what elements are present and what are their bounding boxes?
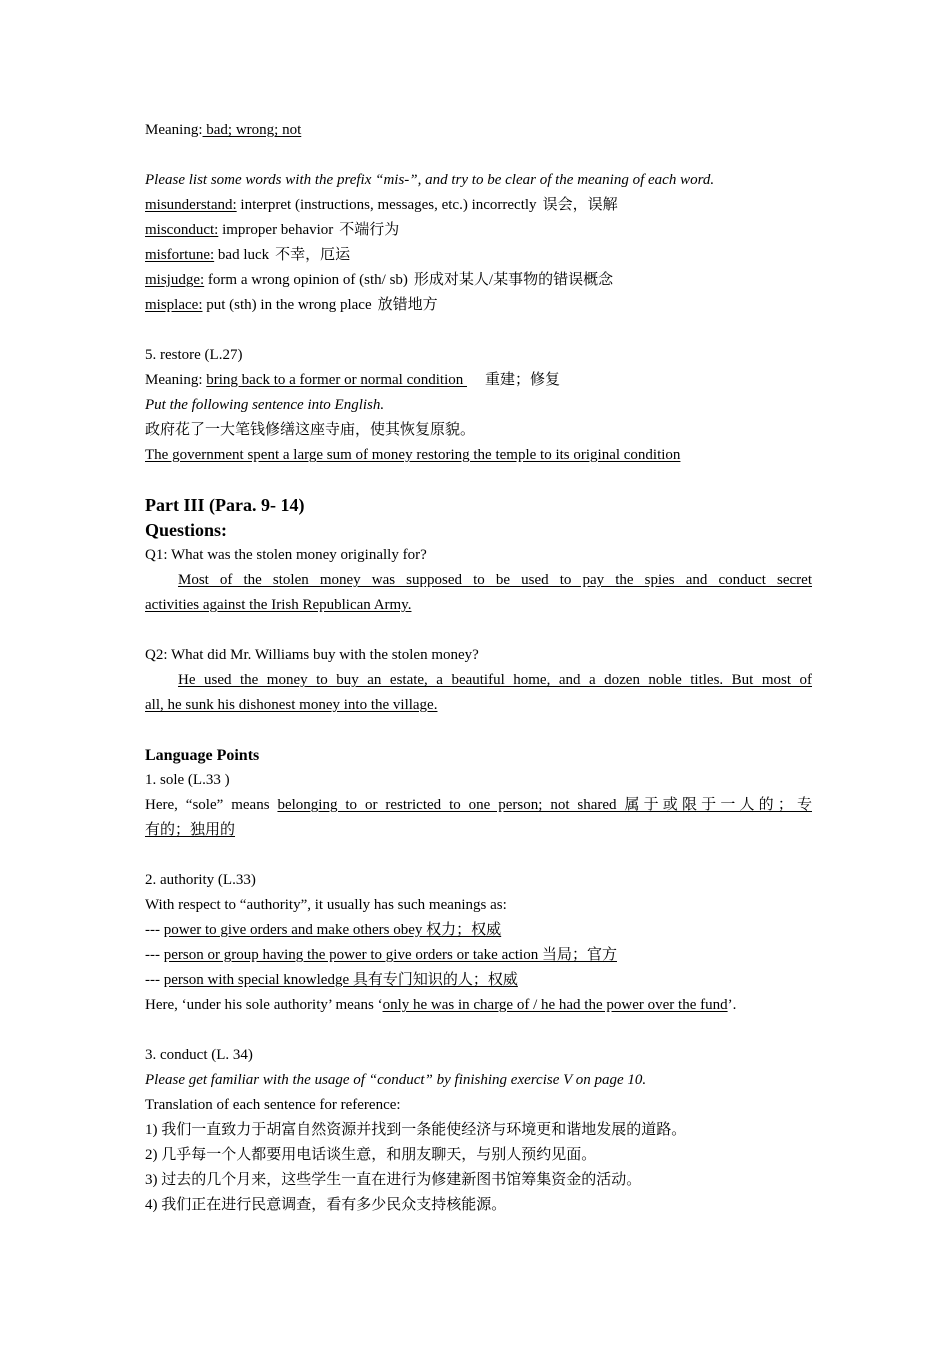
authority-meaning-text: power to give orders and make others obey 权力；权威: [163, 922, 502, 938]
mis-word-term: misjudge:: [145, 272, 205, 288]
restore-meaning-zh: 重建；修复: [485, 372, 561, 388]
mis-word-def: put (sth) in the wrong place: [202, 297, 372, 313]
mis-word-zh: 误会，误解: [542, 197, 618, 213]
authority-title: 2. authority (L.33): [145, 872, 256, 888]
mis-meaning-line: [145, 118, 812, 143]
meaning-label: Meaning:: [145, 122, 203, 138]
answer-2-line: [145, 668, 812, 693]
mis-word-def: bad luck: [214, 247, 270, 263]
restore-title: 5. restore (L.27): [145, 347, 243, 363]
restore-meaning-value: bring back to a former or normal condition: [206, 372, 468, 388]
authority-meaning-text: person or group having the power to give orders or take action 当局；官方: [163, 947, 617, 963]
conduct-sentence: 1) 我们一直致力于胡富自然资源并找到一条能使经济与环境更和谐地发展的道路。: [145, 1122, 687, 1138]
restore-zh-sentence: 政府花了一大笔钱修缮这座寺庙，使其恢复原貌。: [145, 422, 476, 438]
conduct-title: 3. conduct (L. 34): [145, 1047, 253, 1063]
language-points-heading: Language Points: [145, 747, 260, 764]
mis-word-row: [145, 293, 812, 318]
authority-here-suffix: ’.: [727, 997, 737, 1013]
conduct-sentence: 4) 我们正在进行民意调查，看有多少民众支持核能源。: [145, 1197, 507, 1213]
question-2: Q2: What did Mr. Williams buy with the stolen money?: [145, 647, 479, 663]
dash: ---: [145, 922, 164, 938]
restore-en-sentence: The government spent a large sum of money restoring the temple to its original condition: [145, 447, 681, 463]
conduct-instruction: Please get familiar with the usage of “conduct” by finishing exercise V on page 10.: [145, 1072, 647, 1088]
sole-title: 1. sole (L.33 ): [145, 772, 230, 788]
conduct-sentence: 2) 几乎每一个人都要用电话谈生意，和朋友聊天，与别人预约见面。: [145, 1147, 597, 1163]
mis-word-def: improper behavior: [218, 222, 334, 238]
dash: ---: [145, 972, 164, 988]
mis-word-row: [145, 243, 812, 268]
mis-word-zh: 形成对某人/某事物的错误概念: [413, 272, 614, 288]
mis-word-def: form a wrong opinion of (sth/ sb): [204, 272, 408, 288]
answer-2-text: He used the money to buy an estate, a beautiful home, and a dozen noble titles. But most of: [178, 672, 812, 688]
authority-here-value: only he was in charge of / he had the power over the fund: [382, 997, 728, 1013]
authority-here-prefix: Here, ‘under his sole authority’ means ‘: [145, 997, 383, 1013]
answer-1-text: Most of the stolen money was supposed to be used to pay the spies and conduct secret: [178, 572, 812, 588]
mis-word-row: [145, 218, 812, 243]
questions-label: Questions:: [145, 520, 228, 540]
authority-meaning: [145, 918, 812, 943]
mis-word-term: misconduct:: [145, 222, 219, 238]
authority-here-line: [145, 993, 812, 1018]
dash: ---: [145, 947, 164, 963]
mis-word-row: [145, 268, 812, 293]
part3-heading: Part III (Para. 9- 14): [145, 495, 305, 515]
restore-meaning-line: [145, 368, 812, 393]
answer-1-cont: activities against the Irish Republican Army.: [145, 597, 412, 613]
mis-word-term: misplace:: [145, 297, 203, 313]
mis-word-row: [145, 193, 812, 218]
answer-1-line: [145, 568, 812, 593]
authority-meaning: [145, 943, 812, 968]
meaning-value: bad; wrong; not: [202, 122, 302, 138]
authority-meaning: [145, 968, 812, 993]
mis-word-def: interpret (instructions, messages, etc.) incorrectly: [236, 197, 537, 213]
meaning-label: Meaning:: [145, 372, 207, 388]
sole-prefix: Here, “sole” means: [145, 797, 278, 813]
question-1: Q1: What was the stolen money originally for?: [145, 547, 427, 563]
restore-instruction: Put the following sentence into English.: [145, 397, 385, 413]
mis-word-zh: 放错地方: [377, 297, 438, 313]
conduct-translation-label: Translation of each sentence for reference:: [145, 1097, 401, 1113]
mis-instruction: Please list some words with the prefix “mis-”, and try to be clear of the meaning of each word.: [145, 172, 715, 188]
sole-meaning-cont: 有的；独用的: [145, 822, 236, 838]
mis-word-zh: 不幸，厄运: [275, 247, 351, 263]
mis-word-zh: 不端行为: [339, 222, 400, 238]
answer-2-cont: all, he sunk his dishonest money into the village.: [145, 697, 438, 713]
conduct-sentence: 3) 过去的几个月来，这些学生一直在进行为修建新图书馆筹集资金的活动。: [145, 1172, 642, 1188]
authority-intro: With respect to “authority”, it usually has such meanings as:: [145, 897, 507, 913]
authority-meaning-text: person with special knowledge 具有专门知识的人；权威: [163, 972, 518, 988]
mis-word-term: misunderstand:: [145, 197, 237, 213]
sole-meaning: belonging to or restricted to one person; not shared 属于或限于一人的；专: [277, 797, 812, 813]
mis-word-term: misfortune:: [145, 247, 215, 263]
sole-meaning-line: [145, 793, 812, 818]
